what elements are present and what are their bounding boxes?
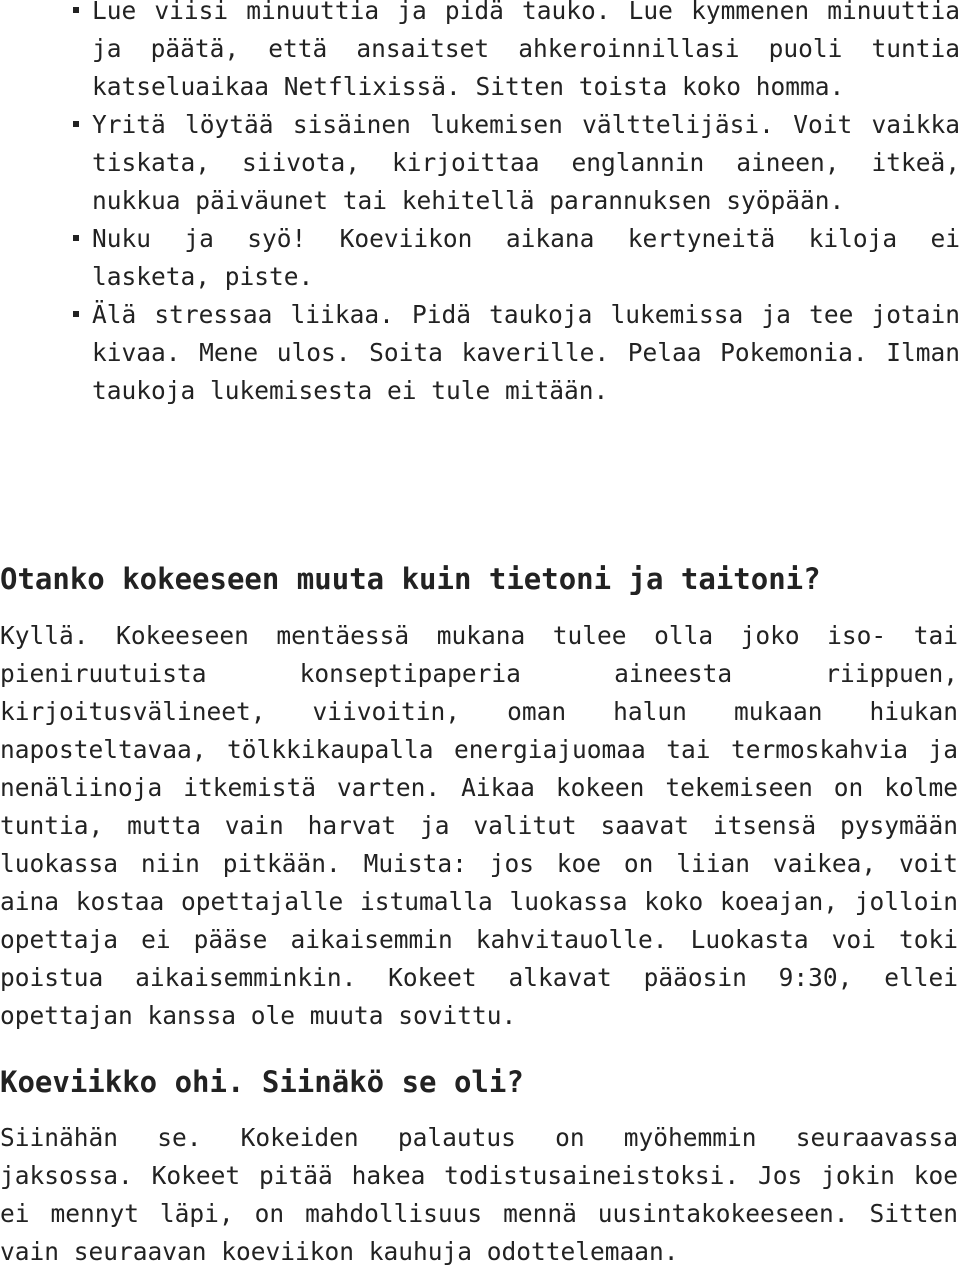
square-bullet-icon: [73, 121, 79, 127]
list-item: [0, 296, 960, 410]
list-item: [0, 106, 960, 220]
list-item: [0, 0, 960, 106]
section-heading-exam-supplies: Otanko kokeeseen muuta kuin tietoni ja taitoni?: [0, 562, 821, 596]
exam-supplies-paragraph: Kyllä. Kokeeseen mentäessä mukana tulee olla joko iso- tai pieniruutuista konseptipaperia aineesta riippuen, kirjoitusvälineet, viivoitin, oman halun mukaan hiukan naposteltavaa, tölkkikaupalla energiajuomaa tai termoskahvia ja nenäliinoja itkemistä varten. Aikaa kokeen tekemiseen on kolme tuntia, mutta vain harvat ja valitut saavat itsensä pysymään luokassa niin pitkään. Muista: jos koe on liian vaikea, voit aina kostaa opettajalle istumalla luokassa koko koeajan, jolloin opettaja ei pääse aikaisemmin kahvitauolle. Luokasta voi toki poistua aikaisemminkin. Kokeet alkavat pääosin 9:30, ellei opettajan kanssa ole muuta sovittu.: [0, 621, 958, 1030]
square-bullet-icon: [73, 311, 79, 317]
list-item: [0, 220, 960, 296]
list-item-text: Älä stressaa liikaa. Pidä taukoja lukemissa ja tee jotain kivaa. Mene ulos. Soita kaverille. Pelaa Pokemonia. Ilman taukoja lukemisesta ei tule mitään.: [92, 300, 960, 405]
square-bullet-icon: [73, 7, 79, 13]
list-item-text: Yritä löytää sisäinen lukemisen välttelijäsi. Voit vaikka tiskata, siivota, kirjoittaa englannin aineen, itkeä, nukkua päiväunet tai kehitellä parannuksen syöpään.: [92, 110, 960, 215]
list-item-text: Nuku ja syö! Koeviikon aikana kertyneitä kiloja ei lasketa, piste.: [92, 224, 960, 291]
exam-week-over-paragraph: Siinähän se. Kokeiden palautus on myöhemmin seuraavassa jaksossa. Kokeet pitää hakea todistusaineistoksi. Jos jokin koe ei mennyt läpi, on mahdollisuus mennä uusintakokeeseen. Sitten vain seuraavan koeviikon kauhuja odottelemaan.: [0, 1123, 958, 1266]
section-heading-exam-week-over: Koeviikko ohi. Siinäkö se oli?: [0, 1065, 524, 1099]
square-bullet-icon: [73, 235, 79, 241]
tips-list: [0, 0, 960, 410]
list-item-text: Lue viisi minuuttia ja pidä tauko. Lue kymmenen minuuttia ja päätä, että ansaitset ahkeroinnillasi puoli tuntia katseluaikaa Netflixissä. Sitten toista koko homma.: [92, 0, 960, 101]
